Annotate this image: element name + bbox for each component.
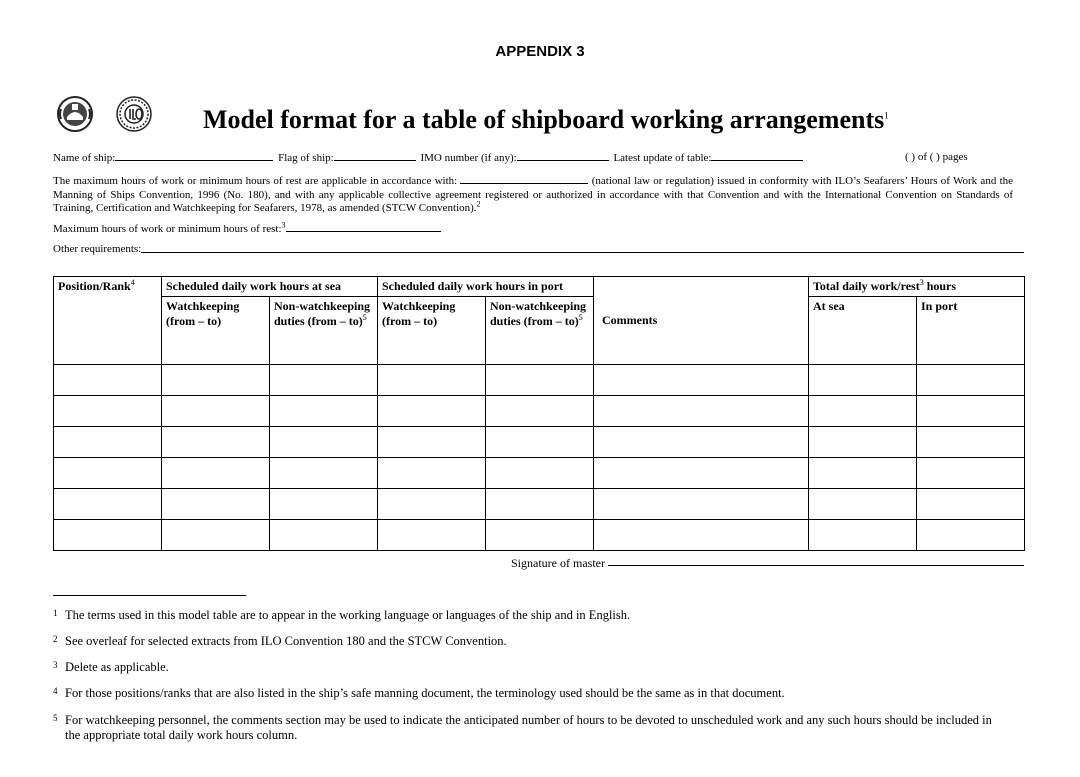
- position-rank-header: Position/Rank$^4$: [54, 277, 162, 365]
- latest-update-label: Latest update of table:: [613, 152, 712, 164]
- table-cell[interactable]: [378, 365, 486, 396]
- table-row: [54, 396, 1025, 427]
- table-row: [54, 427, 1025, 458]
- table-cell[interactable]: [486, 458, 594, 489]
- footnote-5: 5 For watchkeeping personnel, the comments section may be used to indicate the anticipated number of hours to be devoted to unscheduled work and any such hours should be included in the appropriate total daily work hours column.: [53, 713, 992, 742]
- table-cell[interactable]: [486, 396, 594, 427]
- table-cell[interactable]: [162, 365, 270, 396]
- flag-of-ship-label: Flag of ship:: [278, 152, 334, 164]
- at-sea-header: At sea: [809, 297, 917, 365]
- table-cell[interactable]: [270, 365, 378, 396]
- page-title: Model format for a table of shipboard working arrangements$^1$: [203, 105, 889, 134]
- table-row: [54, 489, 1025, 520]
- table-cell[interactable]: [809, 458, 917, 489]
- flag-of-ship-field[interactable]: [334, 151, 416, 161]
- table-cell[interactable]: [809, 396, 917, 427]
- table-cell[interactable]: [54, 427, 162, 458]
- legal-paragraph: The maximum hours of work or minimum hours of rest are applicable in accordance with: (national law or regulation) issued in conformity with ILO’s Seafarers’ Hours of Work and the Manning of Ships Convention, 1996 (No. 180), and with any applicable collective agreement registered or authorized in accordance with that Convention and with the International Convention on Standards of Training, Certification and Watchkeeping for Seafarers, 1978, as amended (STCW Convention).$^2$: [53, 175, 1014, 214]
- table-cell[interactable]: [917, 458, 1025, 489]
- total-hours-header: Total daily work/rest$^3$ hours: [809, 277, 1025, 297]
- table-cell[interactable]: [486, 520, 594, 551]
- max-hours-line: Maximum hours of work or minimum hours of rest:$^3$: [53, 222, 441, 235]
- sea-watchkeeping-header: Watchkeeping (from – to): [162, 297, 270, 365]
- working-arrangements-table: [53, 276, 1025, 551]
- port-non-watchkeeping-header: Non-watchkeeping duties (from – to)$^5$: [486, 297, 594, 365]
- table-cell[interactable]: [486, 365, 594, 396]
- name-of-ship-field[interactable]: [115, 151, 273, 161]
- table-cell[interactable]: [378, 458, 486, 489]
- table-cell[interactable]: [486, 489, 594, 520]
- table-cell[interactable]: [54, 489, 162, 520]
- footnote-divider: [53, 595, 246, 596]
- table-cell[interactable]: [917, 520, 1025, 551]
- ship-details-line: [53, 151, 803, 164]
- ilo-seal-icon: [56, 95, 94, 133]
- table-cell[interactable]: [54, 458, 162, 489]
- table-cell[interactable]: [378, 396, 486, 427]
- pages-count: ( ) of ( ) pages: [905, 151, 968, 163]
- table-row: [54, 365, 1025, 396]
- max-hours-field[interactable]: [286, 222, 441, 232]
- table-cell[interactable]: [809, 365, 917, 396]
- in-port-header: In port: [917, 297, 1025, 365]
- other-requirements-line: Other requirements:: [53, 243, 1024, 255]
- sea-non-watchkeeping-header: Non-watchkeeping duties (from – to)$^5$: [270, 297, 378, 365]
- table-cell[interactable]: [378, 520, 486, 551]
- table-cell[interactable]: [378, 427, 486, 458]
- signature-line: [511, 556, 1024, 571]
- port-hours-header: Scheduled daily work hours in port: [378, 277, 594, 297]
- table-row: [54, 458, 1025, 489]
- table-cell[interactable]: [270, 396, 378, 427]
- table-cell[interactable]: [594, 396, 809, 427]
- table-cell[interactable]: [486, 427, 594, 458]
- ilo-emblem-icon: [115, 95, 153, 133]
- table-cell[interactable]: [162, 458, 270, 489]
- table-cell[interactable]: [270, 489, 378, 520]
- name-of-ship-label: Name of ship:: [53, 152, 116, 164]
- footnote-3: 3 Delete as applicable.: [53, 660, 169, 674]
- table-cell[interactable]: [594, 458, 809, 489]
- table-row: [54, 520, 1025, 551]
- national-law-field[interactable]: [460, 174, 588, 184]
- table-cell[interactable]: [917, 427, 1025, 458]
- sea-hours-header: Scheduled daily work hours at sea: [162, 277, 378, 297]
- table-cell[interactable]: [270, 520, 378, 551]
- table-cell[interactable]: [809, 427, 917, 458]
- table-cell[interactable]: [270, 458, 378, 489]
- comments-header: Comments: [594, 277, 809, 365]
- table-cell[interactable]: [594, 427, 809, 458]
- table-cell[interactable]: [270, 427, 378, 458]
- table-cell[interactable]: [54, 365, 162, 396]
- other-requirements-field[interactable]: [141, 243, 1024, 253]
- table-cell[interactable]: [809, 489, 917, 520]
- table-body: [54, 365, 1025, 551]
- table-cell[interactable]: [162, 489, 270, 520]
- footnote-4: 4 For those positions/ranks that are also listed in the ship’s safe manning document, the terminology used should be the same as in that document.: [53, 686, 785, 700]
- table-cell[interactable]: [162, 427, 270, 458]
- port-watchkeeping-header: Watchkeeping (from – to): [378, 297, 486, 365]
- table-cell[interactable]: [917, 365, 1025, 396]
- table-cell[interactable]: [54, 396, 162, 427]
- table-cell[interactable]: [594, 489, 809, 520]
- imo-number-field[interactable]: [517, 151, 609, 161]
- table-cell[interactable]: [917, 396, 1025, 427]
- imo-number-label: IMO number (if any):: [420, 152, 517, 164]
- appendix-heading: APPENDIX 3: [495, 43, 585, 60]
- footnote-2: 2 See overleaf for selected extracts from ILO Convention 180 and the STCW Convention.: [53, 634, 507, 648]
- table-cell[interactable]: [594, 365, 809, 396]
- signature-field[interactable]: [608, 556, 1024, 566]
- table-cell[interactable]: [917, 489, 1025, 520]
- table-cell[interactable]: [594, 520, 809, 551]
- signature-label: Signature of master: [511, 556, 605, 570]
- table-cell[interactable]: [162, 396, 270, 427]
- latest-update-field[interactable]: [711, 151, 803, 161]
- footnote-1: 1 The terms used in this model table are to appear in the working language or languages of the ship and in English.: [53, 608, 631, 622]
- table-cell[interactable]: [162, 520, 270, 551]
- table-cell[interactable]: [54, 520, 162, 551]
- table-cell[interactable]: [378, 489, 486, 520]
- table-cell[interactable]: [809, 520, 917, 551]
